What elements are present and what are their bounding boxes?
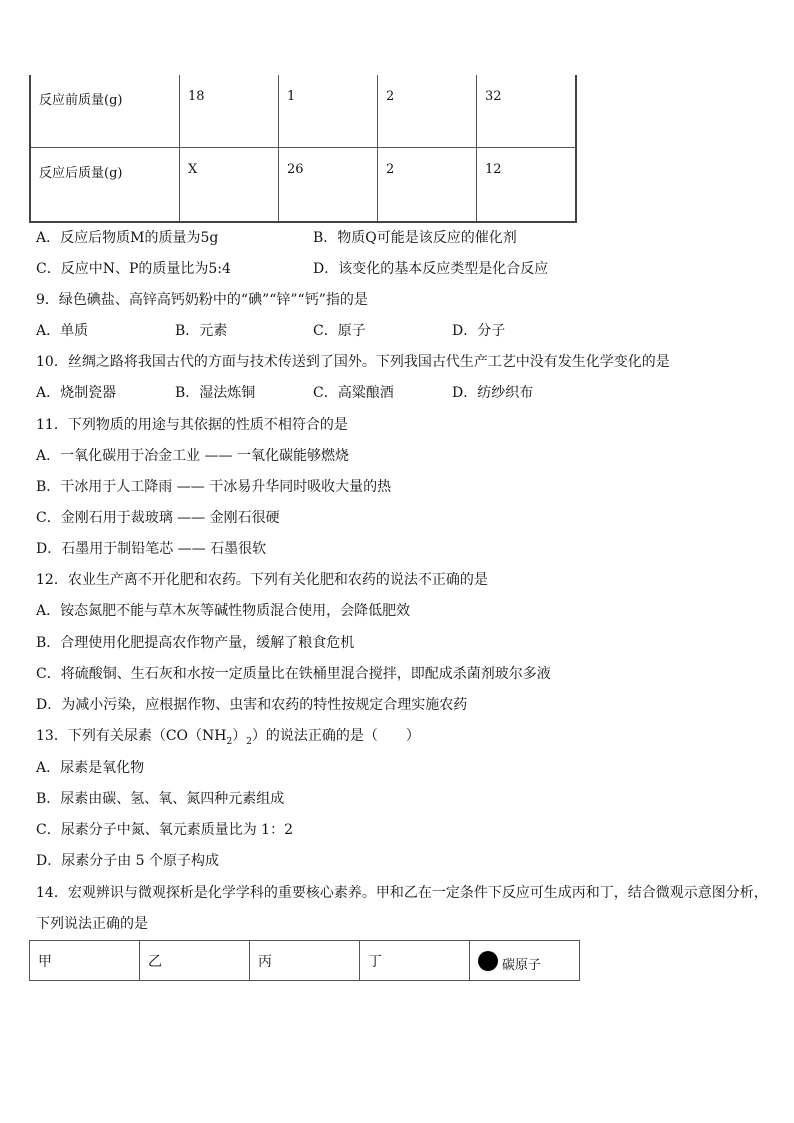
q9-stem: 9．绿色碘盐、高锌高钙奶粉中的“碘”“锌”“钙”指的是: [36, 292, 368, 308]
table-cell: 18: [180, 75, 279, 148]
q12-stem: 12．农业生产离不开化肥和农药。下列有关化肥和农药的说法不正确的是: [36, 572, 488, 588]
q11-option-a: A．一氧化碳用于冶金工业 —— 一氧化碳能够燃烧: [36, 448, 350, 464]
q10-option-a: A．烧制瓷器: [36, 385, 117, 401]
q9-option-c: C．原子: [313, 323, 366, 339]
table-cell: 26: [279, 148, 378, 223]
q9-option-b: B．元素: [175, 323, 228, 339]
carbon-atom-icon: [478, 951, 498, 971]
q8-option-a: A．反应后物质M的质量为5g: [36, 230, 219, 246]
header-ding: 丁: [360, 941, 470, 981]
q13-stem-text: ）: [232, 728, 247, 744]
q13-stem-text: ）的说法正确的是（ ）: [251, 728, 420, 744]
q12-option-d: D．为减小污染，应根据作物、虫害和农药的特性按规定合理实施农药: [36, 697, 468, 713]
header-bing: 丙: [250, 941, 360, 981]
q9-option-a: A．单质: [36, 323, 89, 339]
molecule-table: [29, 940, 580, 981]
q11-option-d: D．石墨用于制铅笔芯 —— 石墨很软: [36, 541, 267, 557]
q13-option-b: B．尿素由碳、氢、氧、氮四种元素组成: [36, 791, 285, 807]
q12-option-c: C．将硫酸铜、生石灰和水按一定质量比在铁桶里混合搅拌，即配成杀菌剂玻尔多液: [36, 666, 551, 682]
q10-option-c: C．高粱酿酒: [313, 385, 394, 401]
table-cell: 2: [378, 148, 477, 223]
table-row: [30, 941, 580, 981]
table-cell: 1: [279, 75, 378, 148]
q8-option-c: C．反应中N、P的质量比为5:4: [36, 261, 231, 277]
q13-option-a: A．尿素是氧化物: [36, 760, 145, 776]
header-yi: 乙: [140, 941, 250, 981]
q8-option-b: B．物质Q可能是该反应的催化剂: [313, 230, 517, 246]
q13-stem-text: 13．下列有关尿素（CO（NH: [36, 728, 227, 744]
q14-stem-line2: 下列说法正确的是: [36, 916, 148, 932]
q10-stem: 10．丝绸之路将我国古代的方面与技术传送到了国外。下列我国古代生产工艺中没有发生化学变化的是: [36, 354, 670, 370]
q12-option-a: A．铵态氮肥不能与草木灰等碱性物质混合使用，会降低肥效: [36, 603, 411, 619]
q13-option-d: D．尿素分子由 5 个原子构成: [36, 853, 220, 869]
subscript: 2: [246, 737, 252, 747]
q11-stem: 11．下列物质的用途与其依据的性质不相符合的是: [36, 417, 348, 433]
mass-table: [29, 75, 577, 223]
table-cell: 12: [477, 148, 577, 223]
table-row: [30, 148, 576, 223]
q14-stem-line1: 14．宏观辨识与微观探析是化学学科的重要核心素养。甲和乙在一定条件下反应可生成丙和丁，结合微观示意图分析，: [36, 885, 768, 901]
table-cell: X: [180, 148, 279, 223]
legend-cell: [470, 941, 580, 981]
q10-option-d: D．纺纱织布: [452, 385, 534, 401]
row-label: 反应前质量(g): [30, 75, 180, 148]
row-label: 反应后质量(g): [30, 148, 180, 223]
q11-option-b: B．干冰用于人工降雨 —— 干冰易升华同时吸收大量的热: [36, 479, 392, 495]
q11-option-c: C．金刚石用于裁玻璃 —— 金刚石很硬: [36, 510, 280, 526]
q10-option-b: B．湿法炼铜: [175, 385, 256, 401]
header-jia: 甲: [30, 941, 140, 981]
q8-option-d: D．该变化的基本反应类型是化合反应: [313, 261, 549, 277]
table-cell: 32: [477, 75, 577, 148]
legend-label: 碳原子: [502, 958, 542, 973]
q9-option-d: D．分子: [452, 323, 506, 339]
q12-option-b: B．合理使用化肥提高农作物产量，缓解了粮食危机: [36, 635, 355, 651]
table-row: [30, 75, 576, 148]
table-cell: 2: [378, 75, 477, 148]
subscript: 2: [226, 737, 233, 747]
q13-stem: [36, 727, 420, 747]
q13-option-c: C．尿素分子中氮、氧元素质量比为 1：2: [36, 822, 293, 838]
